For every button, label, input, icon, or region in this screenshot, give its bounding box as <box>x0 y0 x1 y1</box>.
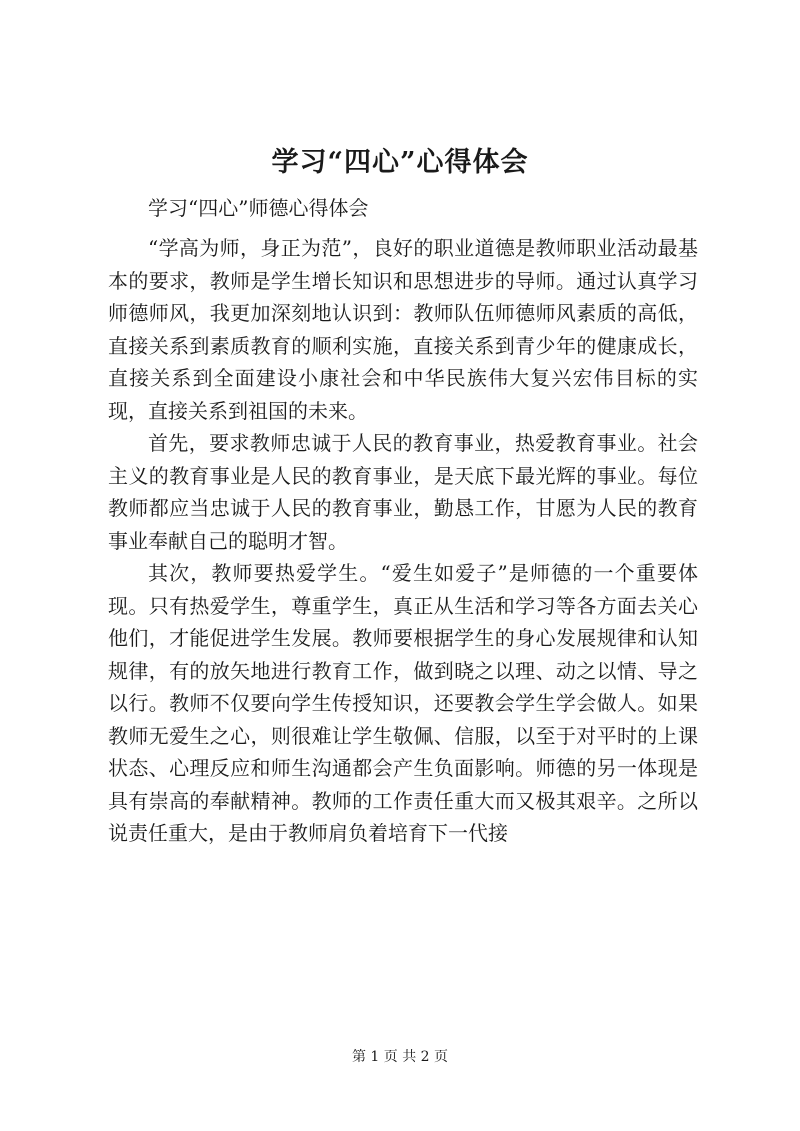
paragraph-1: “学高为师，身正为范”，良好的职业道德是教师职业活动最基本的要求，教师是学生增长知识和思想进步的导师。通过认真学习师德师风，我更加深刻地认识到：教师队伍师德师风素质的高低，直接关系到素质教育的顺利实施，直接关系到青少年的健康成长，直接关系到全面建设小康社会和中华民族伟大复兴宏伟目标的实现，直接关系到祖国的未来。 <box>108 236 698 423</box>
document-subtitle: 学习“四心”师德心得体会 <box>148 196 369 220</box>
page-title: 学习“四心”心得体会 <box>271 147 529 178</box>
paragraph-3: 其次，教师要热爱学生。“爱生如爱子”是师德的一个重要体现。只有热爱学生，尊重学生，真正从生活和学习等各方面去关心他们，才能促进学生发展。教师要根据学生的身心发展规律和认知规律，有的放矢地进行教育工作，做到晓之以理、动之以情、导之以行。教师不仅要向学生传授知识，还要教会学生学会做人。如果教师无爱生之心，则很难让学生敬佩、信服，以至于对平时的上课状态、心理反应和师生沟通都会产生负面影响。师德的另一体现是具有崇高的奉献精神。教师的工作责任重大而又极其艰辛。之所以说责任重大，是由于教师肩负着培育下一代接 <box>108 561 698 845</box>
page-footer: 第 1 页 共 2 页 <box>351 1049 449 1065</box>
paragraph-2: 首先，要求教师忠诚于人民的教育事业，热爱教育事业。社会主义的教育事业是人民的教育事业，是天底下最光辉的事业。每位教师都应当忠诚于人民的教育事业，勤恳工作，甘愿为人民的教育事业奉献自己的聪明才智。 <box>108 431 698 553</box>
document-body <box>108 232 698 850</box>
